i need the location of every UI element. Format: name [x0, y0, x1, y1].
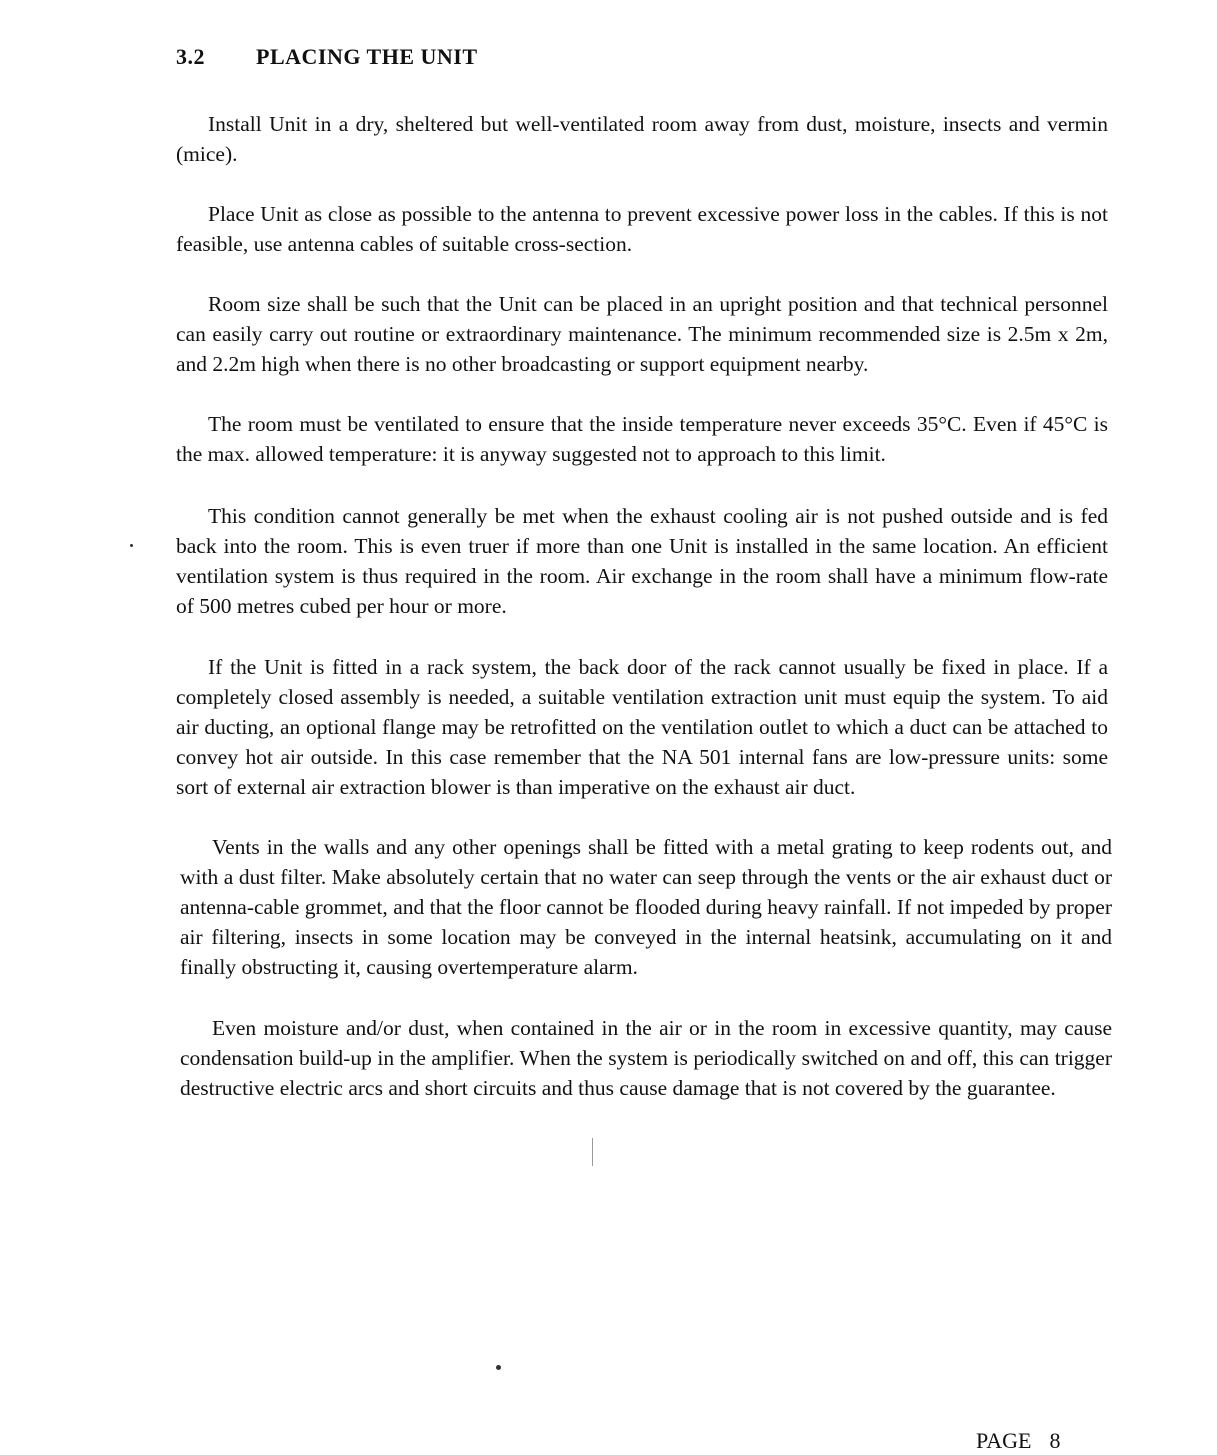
paragraph-room-size: Room size shall be such that the Unit can be placed in an upright position and that technical personnel can easily carry out routine or extraordinary maintenance. The minimum recommended size is 2.5m x 2m, and 2.2m high when there is no other broadcasting or support equipment nearby. — [176, 292, 1108, 376]
paragraph-temperature: The room must be ventilated to ensure that the inside temperature never exceeds 35°C. Even if 45°C is the max. allowed temperature: it is anyway suggested not to approach to this limit. — [176, 412, 1108, 466]
paragraph-antenna-proximity: Place Unit as close as possible to the antenna to prevent excessive power loss in the cables. If this is not feasible, use antenna cables of suitable cross-section. — [176, 202, 1108, 256]
scan-mark — [592, 1138, 593, 1166]
paragraph-vents: Vents in the walls and any other openings shall be fitted with a metal grating to keep rodents out, and with a dust filter. Make absolutely certain that no water can seep through the vents or the air exhaust duct or antenna-cable grommet, and that the floor cannot be flooded during heavy rainfall. If not impeded by proper air filtering, insects in some location may be conveyed in the internal heatsink, accumulating on it and finally obstructing it, causing overtemperature alarm. — [180, 835, 1112, 979]
section-heading — [176, 44, 478, 70]
page-label: PAGE — [976, 1428, 1032, 1453]
paragraph-rack-system: If the Unit is fitted in a rack system, the back door of the rack cannot usually be fixed in place. If a completely closed assembly is needed, a suitable ventilation extraction unit must equip the system. To aid air ducting, an optional flange may be retrofitted on the ventilation outlet to which a duct can be attached to convey hot air outside. In this case remember that the NA 501 internal fans are low-pressure units: some sort of external air extraction blower is than imperative on the exhaust air duct. — [176, 655, 1108, 799]
scan-speck — [496, 1365, 501, 1370]
scan-speck — [130, 544, 133, 547]
paragraph-install-location: Install Unit in a dry, sheltered but well-ventilated room away from dust, moisture, insects and vermin (mice). — [176, 112, 1108, 166]
page-footer — [976, 1428, 1060, 1454]
page-number: 8 — [1049, 1428, 1061, 1453]
section-title: PLACING THE UNIT — [256, 44, 478, 69]
section-number: 3.2 — [176, 44, 205, 69]
paragraph-moisture: Even moisture and/or dust, when contained in the air or in the room in excessive quantity, may cause condensation build-up in the amplifier. When the system is periodically switched on and off, this can trigger destructive electric arcs and short circuits and thus cause damage that is not covered by the guarantee. — [180, 1016, 1112, 1100]
paragraph-exhaust-air: This condition cannot generally be met when the exhaust cooling air is not pushed outside and is fed back into the room. This is even truer if more than one Unit is installed in the same location. An efficient ventilation system is thus required in the room. Air exchange in the room shall have a minimum flow-rate of 500 metres cubed per hour or more. — [176, 504, 1108, 618]
